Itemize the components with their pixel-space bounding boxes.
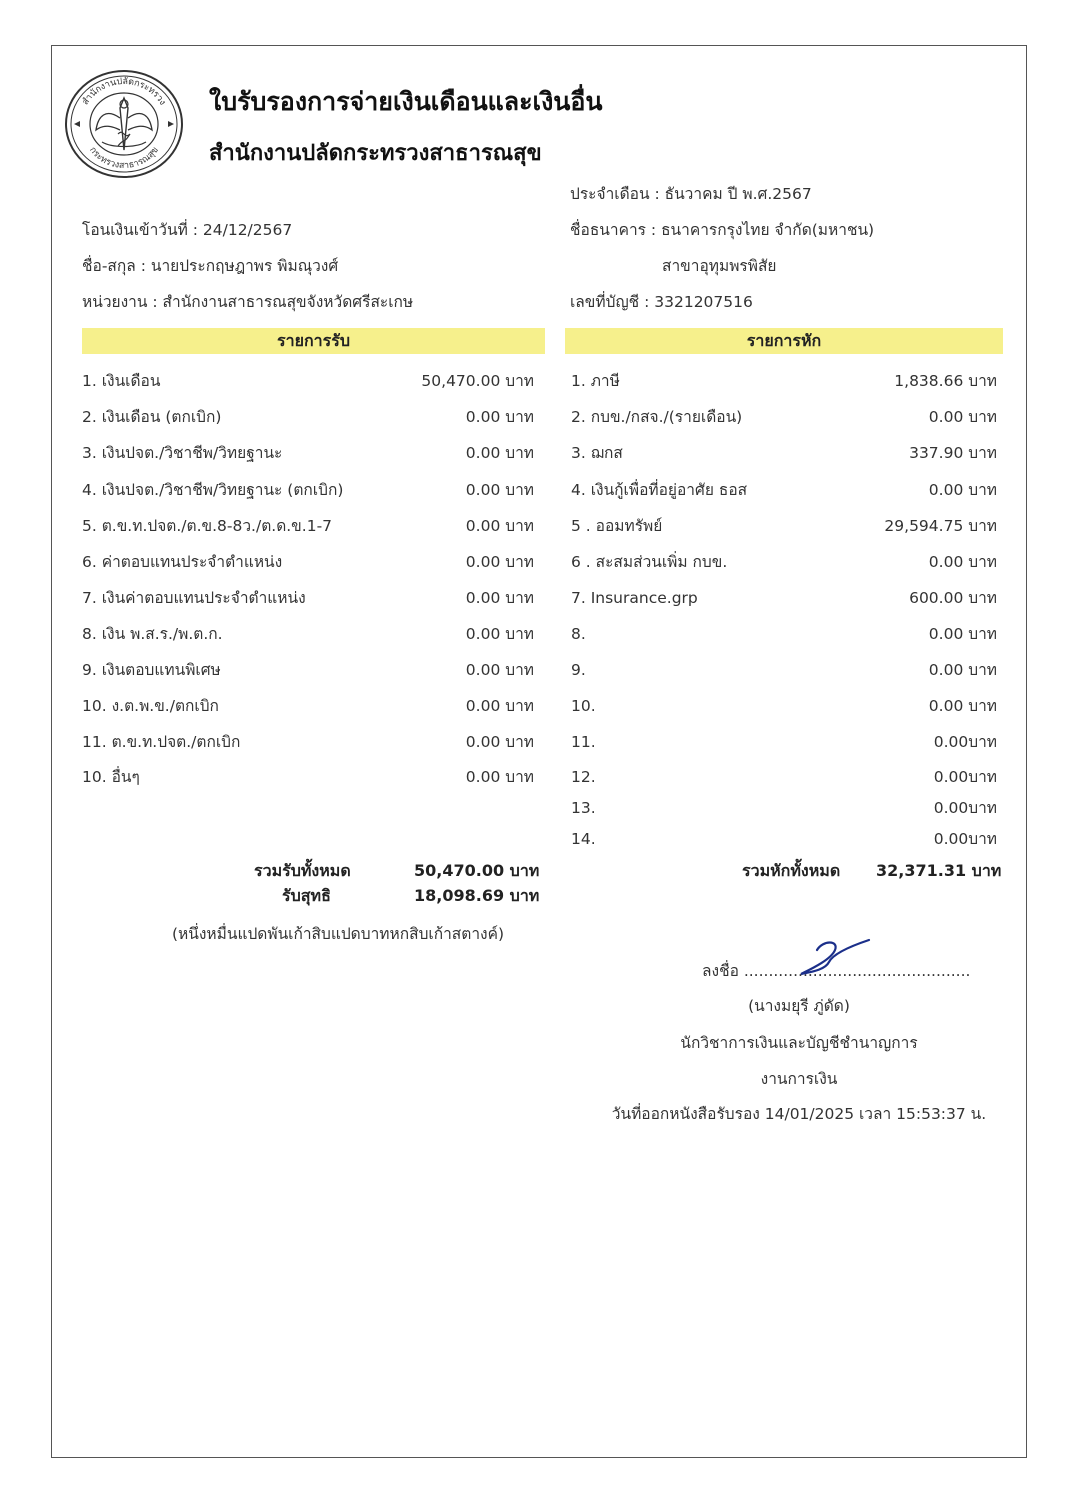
deduction-amount: 0.00บาท	[933, 799, 997, 817]
income-amount: 0.00 บาท	[465, 553, 534, 571]
income-amount: 0.00 บาท	[465, 589, 534, 607]
employee-name: ชื่อ-สกุล : นายประกฤษฎาพร พิมณุวงศ์	[82, 257, 339, 275]
deduction-amount: 0.00 บาท	[928, 625, 997, 643]
deduction-row	[571, 824, 997, 854]
signature-line: ลงชื่อ ..............................................	[702, 962, 971, 980]
income-row	[82, 619, 534, 649]
deduction-label: 13.	[571, 799, 596, 817]
deduction-label: 5 . ออมทรัพย์	[571, 517, 663, 535]
income-row	[82, 547, 534, 577]
deduction-row	[571, 438, 997, 468]
seal-text-top: สำนักงานปลัดกระทรวง	[80, 76, 168, 108]
deduction-label: 1. ภาษี	[571, 372, 620, 390]
signer-name: (นางมยุรี ภู่ดัด)	[748, 997, 850, 1015]
income-amount: 0.00 บาท	[465, 517, 534, 535]
deduction-label: 12.	[571, 768, 596, 786]
svg-text:สำนักงานปลัดกระทรวง	[80, 77, 167, 107]
deduction-amount: 0.00 บาท	[928, 408, 997, 426]
seal-text-bottom: กระทรวงสาธารณสุข	[87, 145, 161, 172]
handwritten-signature-icon	[795, 936, 875, 978]
deduction-label: 6 . สะสมส่วนเพิ่ม กบข.	[571, 553, 728, 571]
income-label: 8. เงิน พ.ส.ร./พ.ต.ก.	[82, 625, 223, 643]
deduction-amount: 0.00บาท	[933, 830, 997, 848]
income-amount: 0.00 บาท	[465, 625, 534, 643]
income-amount: 0.00 บาท	[465, 408, 534, 426]
income-amount: 0.00 บาท	[465, 768, 534, 786]
deduction-row	[571, 619, 997, 649]
income-row	[82, 583, 534, 613]
deduction-row	[571, 547, 997, 577]
income-amount: 0.00 บาท	[465, 444, 534, 462]
income-row	[82, 727, 534, 757]
income-row	[82, 366, 534, 396]
deductions-total-value: 32,371.31 บาท	[876, 861, 1002, 880]
income-row	[82, 402, 534, 432]
deduction-row	[571, 511, 997, 541]
deduction-amount: 29,594.75 บาท	[884, 517, 997, 535]
deduction-label: 10.	[571, 697, 596, 715]
deduction-row	[571, 655, 997, 685]
income-row	[82, 655, 534, 685]
deduction-label: 3. ฌกส	[571, 444, 623, 462]
ministry-seal-icon	[62, 68, 186, 180]
income-amount: 0.00 บาท	[465, 733, 534, 751]
deduction-row	[571, 727, 997, 757]
deduction-amount: 0.00 บาท	[928, 553, 997, 571]
income-label: 4. เงินปจต./วิชาชีพ/วิทยฐานะ (ตกเบิก)	[82, 481, 344, 499]
account-number: เลขที่บัญชี : 3321207516	[570, 293, 753, 311]
income-label: 5. ต.ข.ท.ปจต./ต.ข.8-8ว./ต.ด.ข.1-7	[82, 517, 333, 535]
bank-name: ชื่อธนาคาร : ธนาคารกรุงไทย จำกัด(มหาชน)	[570, 221, 875, 239]
deduction-label: 8.	[571, 625, 586, 643]
income-label: 11. ต.ข.ท.ปจต./ตกเบิก	[82, 733, 241, 751]
income-label: 9. เงินตอบแทนพิเศษ	[82, 661, 221, 679]
income-label: 10. ง.ต.พ.ข./ตกเบิก	[82, 697, 219, 715]
income-total-value: 50,470.00 บาท	[414, 861, 540, 880]
bank-branch: สาขาอุทุมพรพิสัย	[662, 257, 777, 275]
income-label: 2. เงินเดือน (ตกเบิก)	[82, 408, 222, 426]
deduction-amount: 0.00บาท	[933, 768, 997, 786]
income-label: 7. เงินค่าตอบแทนประจำตำแหน่ง	[82, 589, 306, 607]
deductions-heading: รายการหัก	[565, 328, 1003, 354]
income-label: 1. เงินเดือน	[82, 372, 161, 390]
deduction-row	[571, 366, 997, 396]
deduction-amount: 337.90 บาท	[909, 444, 997, 462]
net-pay-label: รับสุทธิ	[282, 886, 331, 905]
income-amount: 0.00 บาท	[465, 481, 534, 499]
transfer-date: โอนเงินเข้าวันที่ : 24/12/2567	[82, 221, 293, 239]
income-label: 6. ค่าตอบแทนประจำตำแหน่ง	[82, 553, 283, 571]
deduction-label: 11.	[571, 733, 596, 751]
net-pay-value: 18,098.69 บาท	[414, 886, 540, 905]
deduction-label: 4. เงินกู้เพื่อที่อยู่อาศัย ธอส	[571, 481, 748, 499]
income-amount: 50,470.00 บาท	[421, 372, 534, 390]
net-pay-words: (หนึ่งหมื่นแปดพันเก้าสิบแปดบาทหกสิบเก้าสตางค์)	[172, 925, 505, 943]
income-row	[82, 762, 534, 792]
work-unit: หน่วยงาน : สำนักงานสาธารณสุขจังหวัดศรีสะเกษ	[82, 293, 414, 311]
signer-position: นักวิชาการเงินและบัญชีชำนาญการ	[680, 1034, 918, 1052]
income-row	[82, 511, 534, 541]
deduction-amount: 1,838.66 บาท	[894, 372, 997, 390]
document-title: ใบรับรองการจ่ายเงินเดือนและเงินอื่น	[209, 87, 603, 116]
income-row	[82, 691, 534, 721]
deduction-label: 9.	[571, 661, 586, 679]
deduction-amount: 0.00 บาท	[928, 697, 997, 715]
income-amount: 0.00 บาท	[465, 661, 534, 679]
income-row	[82, 475, 534, 505]
deduction-amount: 0.00บาท	[933, 733, 997, 751]
deduction-row	[571, 475, 997, 505]
deduction-label: 14.	[571, 830, 596, 848]
income-amount: 0.00 บาท	[465, 697, 534, 715]
deduction-row	[571, 793, 997, 823]
deductions-total-label: รวมหักทั้งหมด	[742, 861, 841, 880]
document-subtitle: สำนักงานปลัดกระทรวงสาธารณสุข	[209, 141, 542, 166]
deduction-amount: 0.00 บาท	[928, 661, 997, 679]
deduction-amount: 0.00 บาท	[928, 481, 997, 499]
deduction-row	[571, 762, 997, 792]
deduction-amount: 600.00 บาท	[909, 589, 997, 607]
income-label: 3. เงินปจต./วิชาชีพ/วิทยฐานะ	[82, 444, 283, 462]
deduction-label: 2. กบข./กสจ./(รายเดือน)	[571, 408, 743, 426]
deduction-row	[571, 691, 997, 721]
issued-datetime: วันที่ออกหนังสือรับรอง 14/01/2025 เวลา 15:53:37 น.	[611, 1105, 987, 1123]
pay-month: ประจำเดือน : ธันวาคม ปี พ.ศ.2567	[570, 185, 812, 203]
deduction-label: 7. Insurance.grp	[571, 589, 698, 607]
income-label: 10. อื่นๆ	[82, 768, 140, 786]
deduction-row	[571, 583, 997, 613]
income-total-label: รวมรับทั้งหมด	[254, 861, 351, 880]
deduction-row	[571, 402, 997, 432]
signer-department: งานการเงิน	[760, 1070, 838, 1088]
income-heading: รายการรับ	[82, 328, 545, 354]
income-row	[82, 438, 534, 468]
